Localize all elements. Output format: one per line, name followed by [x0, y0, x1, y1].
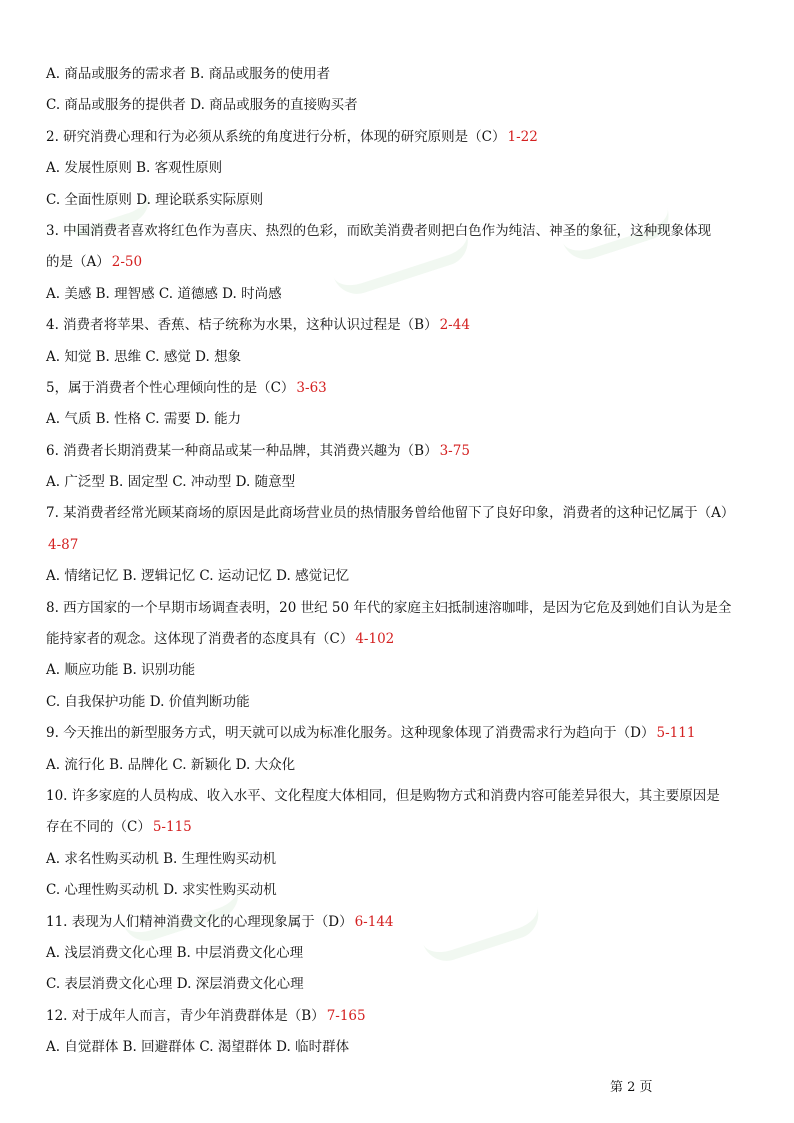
text-line	[46, 721, 748, 752]
line-text: A. 顺应功能 B. 识别功能	[46, 662, 196, 679]
line-text: A. 求名性购买动机 B. 生理性购买动机	[46, 850, 277, 867]
text-line	[46, 62, 748, 93]
line-text: A. 自觉群体 B. 回避群体 C. 渴望群体 D. 临时群体	[46, 1039, 350, 1056]
page-reference: 4-102	[355, 631, 395, 648]
text-line	[46, 250, 748, 281]
line-text: C. 心理性购买动机 D. 求实性购买动机	[46, 882, 277, 899]
line-text: C. 全面性原则 D. 理论联系实际原则	[46, 191, 264, 208]
line-text: C. 商品或服务的提供者 D. 商品或服务的直接购买者	[46, 97, 358, 114]
line-text: 3. 中国消费者喜欢将红色作为喜庆、热烈的色彩，而欧美消费者则把白色作为纯洁、神圣的象征，这种现象体现	[46, 222, 712, 239]
line-text: 4. 消费者将苹果、香蕉、桔子统称为水果，这种认识过程是（B）	[46, 317, 438, 334]
page-reference: 3-63	[296, 379, 327, 396]
line-text: C. 表层消费文化心理 D. 深层消费文化心理	[46, 976, 304, 993]
line-text: 12. 对于成年人而言，青少年消费群体是（B）	[46, 1007, 325, 1024]
text-line	[46, 941, 748, 972]
text-line	[46, 188, 748, 219]
line-text: 5，属于消费者个性心理倾向性的是（C）	[46, 379, 295, 396]
line-text: C. 自我保护功能 D. 价值判断功能	[46, 693, 250, 710]
text-line	[46, 658, 748, 689]
text-line	[46, 93, 748, 124]
line-text: A. 发展性原则 B. 客观性原则	[46, 160, 223, 177]
text-line	[46, 470, 748, 501]
text-line	[46, 219, 748, 250]
text-line	[46, 847, 748, 878]
text-line	[46, 533, 748, 564]
page-reference: 2-44	[439, 317, 470, 334]
document-body	[46, 62, 748, 1067]
text-line	[46, 910, 748, 941]
text-line	[46, 564, 748, 595]
text-line	[46, 501, 748, 532]
page-reference: 1-22	[507, 128, 538, 145]
text-line	[46, 156, 748, 187]
line-text: 9. 今天推出的新型服务方式，明天就可以成为标准化服务。这种现象体现了消费需求行为趋向于（D）	[46, 725, 655, 742]
text-line	[46, 815, 748, 846]
page-reference: 6-144	[354, 913, 394, 930]
line-text: 6. 消费者长期消费某一种商品或某一种品牌，其消费兴趣为（B）	[46, 442, 438, 459]
line-text: A. 流行化 B. 品牌化 C. 新颖化 D. 大众化	[46, 756, 296, 773]
line-text: A. 气质 B. 性格 C. 需要 D. 能力	[46, 411, 242, 428]
page-number: 第 2 页	[610, 1080, 653, 1095]
text-line	[46, 407, 748, 438]
line-text: 的是（A）	[46, 254, 110, 271]
text-line	[46, 125, 748, 156]
line-text: 11. 表现为人们精神消费文化的心理现象属于（D）	[46, 913, 353, 930]
line-text: 2. 研究消费心理和行为必须从系统的角度进行分析，体现的研究原则是（C）	[46, 128, 506, 145]
line-text: A. 浅层消费文化心理 B. 中层消费文化心理	[46, 944, 304, 961]
text-line	[46, 345, 748, 376]
line-text: A. 广泛型 B. 固定型 C. 冲动型 D. 随意型	[46, 474, 296, 491]
page-reference: 4-87	[48, 536, 79, 553]
text-line	[46, 784, 748, 815]
page-reference: 2-50	[111, 254, 143, 271]
line-text: A. 情绪记忆 B. 逻辑记忆 C. 运动记忆 D. 感觉记忆	[46, 568, 350, 585]
text-line	[46, 627, 748, 658]
line-text: 10. 许多家庭的人员构成、收入水平、文化程度大体相同，但是购物方式和消费内容可能差异很大，其主要原因是	[46, 787, 720, 804]
line-text: 7. 某消费者经常光顾某商场的原因是此商场营业员的热情服务曾给他留下了良好印象，消费者的这种记忆属于（A）	[46, 505, 735, 522]
text-line	[46, 282, 748, 313]
page-reference: 7-165	[326, 1007, 366, 1024]
text-line	[46, 1004, 748, 1035]
text-line	[46, 1035, 748, 1066]
line-text: 存在不同的（C）	[46, 819, 151, 836]
line-text: A. 美感 B. 理智感 C. 道德感 D. 时尚感	[46, 285, 282, 302]
text-line	[46, 376, 748, 407]
line-text: A. 知觉 B. 思维 C. 感觉 D. 想象	[46, 348, 242, 365]
line-text: A. 商品或服务的需求者 B. 商品或服务的使用者	[46, 66, 331, 82]
text-line	[46, 972, 748, 1003]
page-reference: 3-75	[439, 442, 470, 459]
page-reference: 5-111	[656, 725, 696, 742]
line-text: 能持家者的观念。这体现了消费者的态度具有（C）	[46, 631, 354, 648]
page-reference: 5-115	[152, 819, 192, 836]
text-line	[46, 753, 748, 784]
line-text: 8. 西方国家的一个早期市场调查表明，20 世纪 50 年代的家庭主妇抵制速溶咖啡，是因为它危及到她们自认为是全	[46, 599, 732, 616]
text-line	[46, 313, 748, 344]
text-line	[46, 690, 748, 721]
text-line	[46, 596, 748, 627]
text-line	[46, 439, 748, 470]
text-line	[46, 878, 748, 909]
